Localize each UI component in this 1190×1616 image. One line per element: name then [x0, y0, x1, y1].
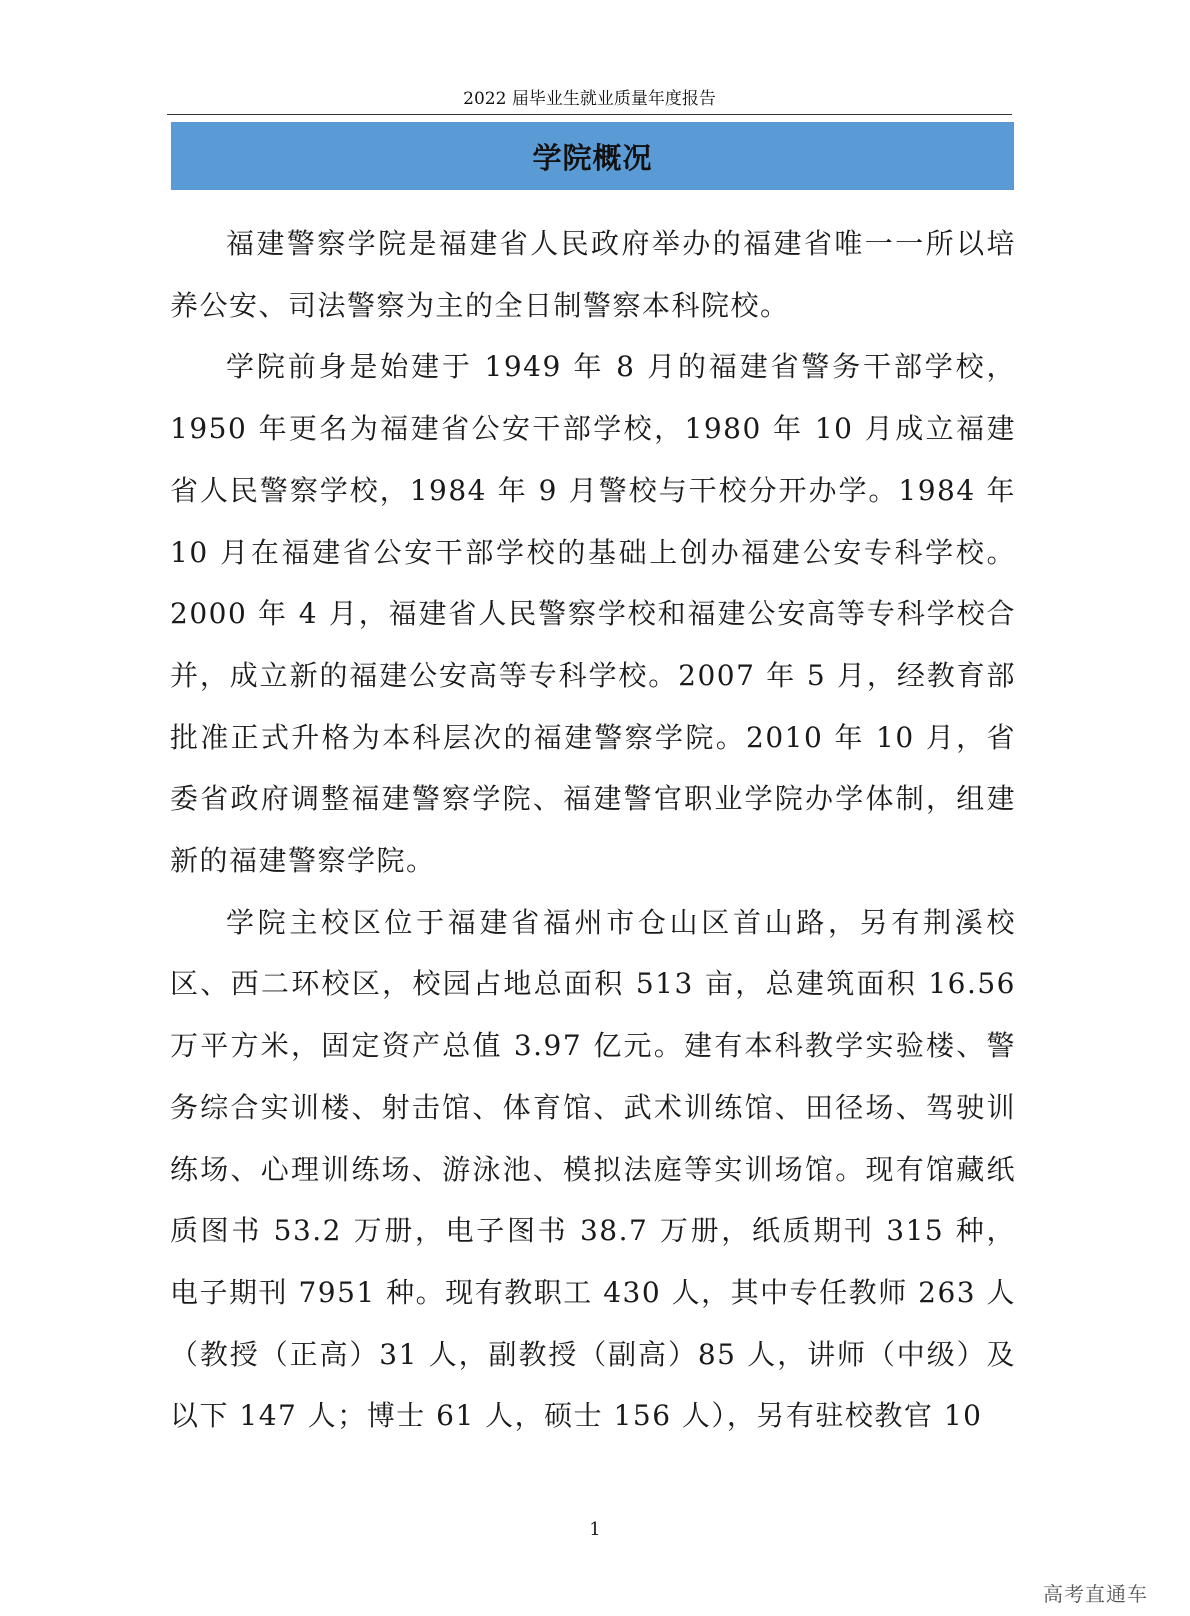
paragraph-campus: 学院主校区位于福建省福州市仓山区首山路，另有荆溪校区、西二环校区，校园占地总面积 513 亩，总建筑面积 16.56 万平方米，固定资产总值 3.97 亿元。建有本科教学实验楼、警务综合实训楼、射击馆、体育馆、武术训练馆、田径场、驾驶训练场、心理训练场、游泳池、模拟法庭等实训场馆。现有馆藏纸质图书 53.2 万册，电子图书 38.7 万册，纸质期刊 315 种，电子期刊 7951 种。现有教职工 430 人，其中专任教师 263 人（教授（正高）31 人，副教授（副高）85 人，讲师（中级）及以下 147 人；博士 61 人，硕士 156 人），另有驻校教官 10 — [170, 905, 1016, 1433]
page-number: 1 — [589, 1519, 601, 1540]
section-banner — [171, 122, 1014, 190]
body-text — [170, 213, 1016, 1447]
paragraph-history: 学院前身是始建于 1949 年 8 月的福建省警务干部学校，1950 年更名为福建省公安干部学校，1980 年 10 月成立福建省人民警察学校，1984 年 9 月警校与干校分开办学。1984 年 10 月在福建省公安干部学校的基础上创办福建公安专科学校。2000 年 4 月，福建省人民警察学校和福建公安高等专科学校合并，成立新的福建公安高等专科学校。2007 年 5 月，经教育部批准正式升格为本科层次的福建警察学院。2010 年 10 月，省委省政府调整福建警察学院、福建警官职业学院办学体制，组建新的福建警察学院。 — [170, 350, 1016, 878]
watermark: 高考直通车 — [1043, 1582, 1148, 1606]
page-header: 2022 届毕业生就业质量年度报告 — [167, 88, 1012, 115]
paragraph-intro: 福建警察学院是福建省人民政府举办的福建省唯一一所以培养公安、司法警察为主的全日制警察本科院校。 — [170, 227, 1016, 322]
section-title: 学院概况 — [532, 140, 653, 175]
